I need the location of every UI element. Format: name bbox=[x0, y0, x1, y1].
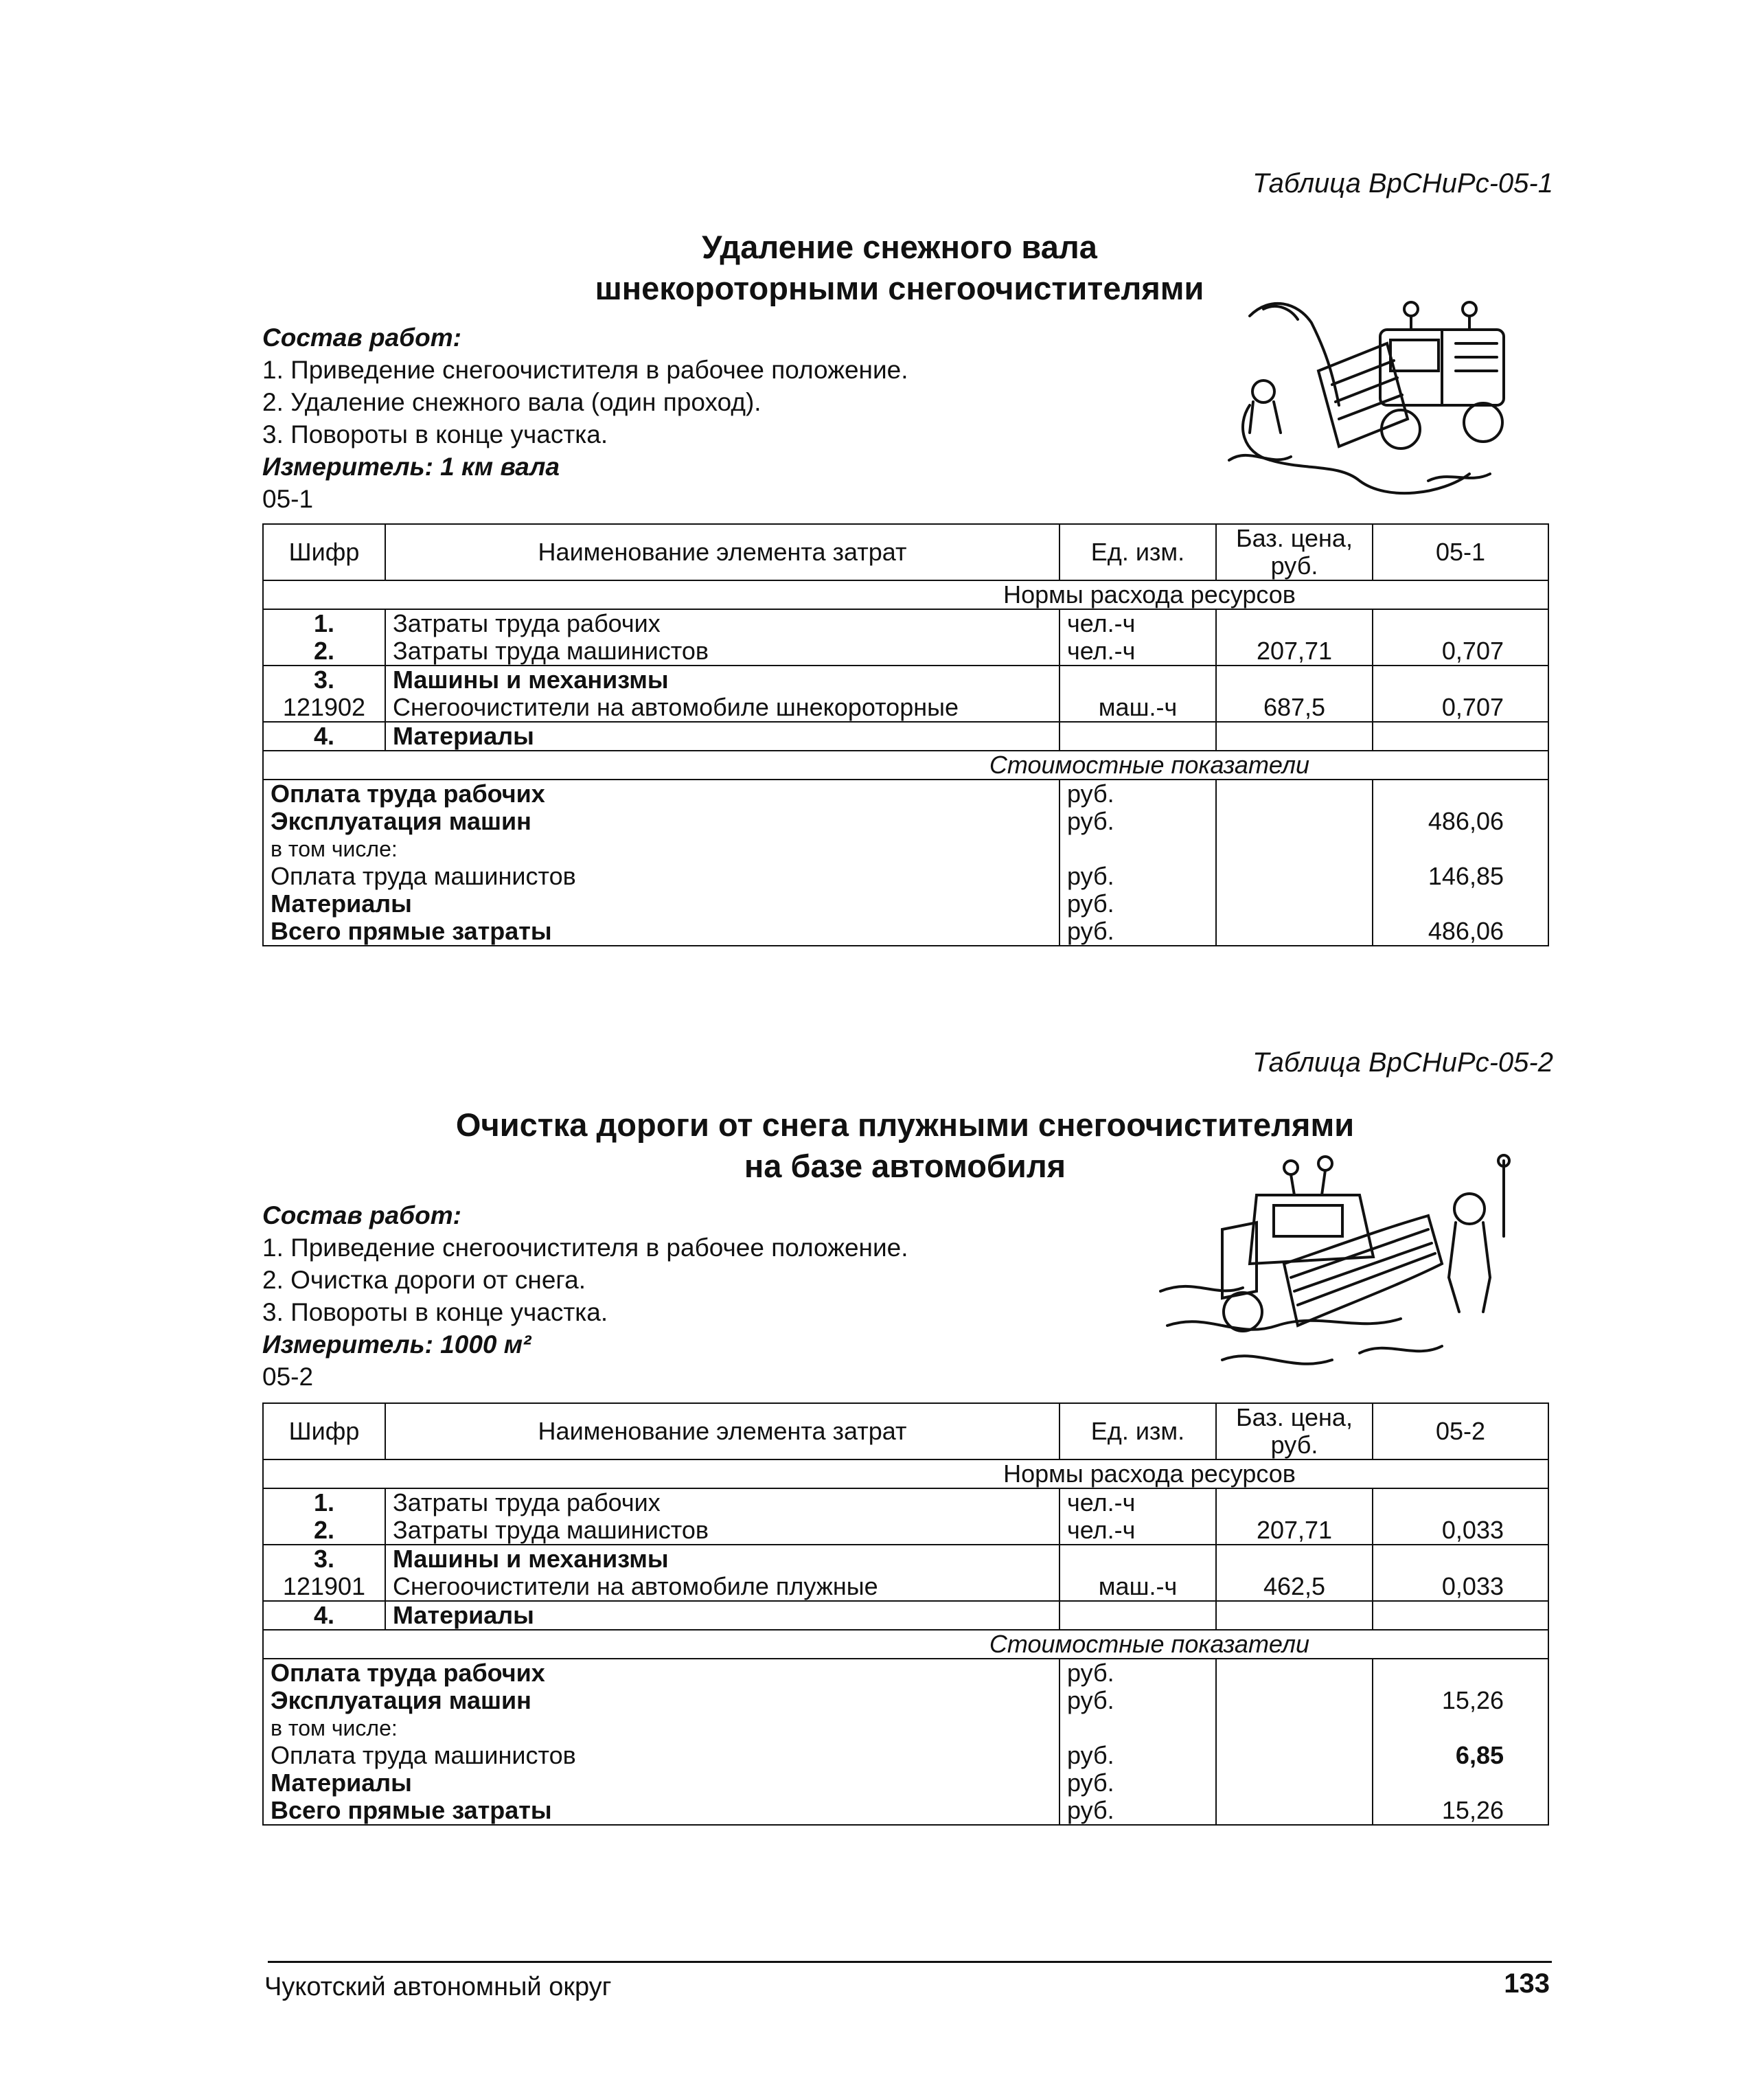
row-code: 121902 bbox=[263, 694, 385, 722]
header-norm-code: 05-1 bbox=[1373, 524, 1548, 580]
cost-name: Оплата труда машинистов bbox=[263, 1742, 1059, 1769]
cost-unit: руб. bbox=[1059, 1797, 1216, 1825]
row-price: 687,5 bbox=[1216, 694, 1373, 722]
table-row bbox=[263, 1488, 1548, 1516]
estimate-table-1 bbox=[262, 523, 1549, 946]
row-code: 3. bbox=[263, 1545, 385, 1573]
cost-price-empty bbox=[1216, 780, 1373, 946]
cost-name: Всего прямые затраты bbox=[263, 918, 1059, 946]
table-header-row bbox=[263, 524, 1548, 580]
title-line-1: Очистка дороги от снега плужными снегоочистителями bbox=[455, 1106, 1355, 1143]
row-unit bbox=[1059, 722, 1216, 751]
row-code: 3. bbox=[263, 666, 385, 694]
row-value bbox=[1373, 1488, 1548, 1516]
row-value: 0,707 bbox=[1373, 637, 1548, 666]
row-unit bbox=[1059, 1545, 1216, 1573]
table-row bbox=[263, 1573, 1548, 1601]
norms-label: Нормы расхода ресурсов bbox=[263, 1459, 1548, 1488]
table-row bbox=[263, 1545, 1548, 1573]
table-row bbox=[263, 1516, 1548, 1545]
section-row bbox=[263, 1630, 1548, 1659]
cost-row bbox=[263, 1659, 1548, 1687]
row-price: 207,71 bbox=[1216, 637, 1373, 666]
estimate-table-2 bbox=[262, 1402, 1549, 1826]
cost-name: в том числе: bbox=[263, 1714, 1059, 1742]
table-row bbox=[263, 666, 1548, 694]
cost-unit bbox=[1059, 835, 1216, 863]
section-row bbox=[263, 1459, 1548, 1488]
row-code: 4. bbox=[263, 1601, 385, 1630]
table-reference: Таблица ВрСНиРс-05-1 bbox=[1252, 168, 1553, 198]
header-price: Баз. цена, руб. bbox=[1216, 524, 1373, 580]
table-reference: Таблица ВрСНиРс-05-2 bbox=[1252, 1047, 1553, 1078]
cost-name: Эксплуатация машин bbox=[263, 1687, 1059, 1714]
cost-value bbox=[1373, 1714, 1548, 1742]
cost-value bbox=[1373, 1769, 1548, 1797]
row-name: Материалы bbox=[385, 1601, 1059, 1630]
work-item: 1. Приведение снегоочистителя в рабочее положение. bbox=[262, 1234, 908, 1262]
cost-value bbox=[1373, 835, 1548, 863]
cost-unit: руб. bbox=[1059, 1769, 1216, 1797]
cost-value: 15,26 bbox=[1373, 1687, 1548, 1714]
row-name: Затраты труда машинистов bbox=[385, 1516, 1059, 1545]
row-price bbox=[1216, 1601, 1373, 1630]
cost-unit: руб. bbox=[1059, 918, 1216, 946]
row-value: 0,707 bbox=[1373, 694, 1548, 722]
row-price: 207,71 bbox=[1216, 1516, 1373, 1545]
row-name: Снегоочистители на автомобиле шнекороторные bbox=[385, 694, 1059, 722]
cost-value: 6,85 bbox=[1373, 1742, 1548, 1769]
work-header: Состав работ: bbox=[262, 1201, 461, 1229]
cost-label: Стоимостные показатели bbox=[263, 751, 1548, 780]
work-item: 3. Повороты в конце участка. bbox=[262, 1298, 608, 1326]
cost-unit: руб. bbox=[1059, 1659, 1216, 1687]
cost-unit: руб. bbox=[1059, 890, 1216, 918]
page-number: 133 bbox=[1504, 1968, 1550, 1999]
table-row bbox=[263, 722, 1548, 751]
cost-name: Материалы bbox=[263, 1769, 1059, 1797]
cost-name: Всего прямые затраты bbox=[263, 1797, 1059, 1825]
wheel bbox=[1382, 410, 1420, 448]
table-row bbox=[263, 694, 1548, 722]
row-code: 1. bbox=[263, 609, 385, 637]
row-name: Затраты труда рабочих bbox=[385, 609, 1059, 637]
row-price bbox=[1216, 666, 1373, 694]
cost-value: 486,06 bbox=[1373, 918, 1548, 946]
work-item: 2. Очистка дороги от снега. bbox=[262, 1266, 586, 1294]
row-unit: чел.-ч bbox=[1059, 609, 1216, 637]
title-line-2: на базе автомобиля bbox=[744, 1148, 1066, 1184]
row-value: 0,033 bbox=[1373, 1573, 1548, 1601]
row-value bbox=[1373, 722, 1548, 751]
plow-truck-illustration bbox=[1154, 1154, 1538, 1381]
row-unit: маш.-ч bbox=[1059, 1573, 1216, 1601]
row-code: 121901 bbox=[263, 1573, 385, 1601]
cost-name: в том числе: bbox=[263, 835, 1059, 863]
work-composition bbox=[262, 321, 908, 515]
work-item: 1. Приведение снегоочистителя в рабочее положение. bbox=[262, 356, 908, 384]
cost-unit: руб. bbox=[1059, 780, 1216, 808]
cost-name: Оплата труда рабочих bbox=[263, 780, 1059, 808]
title-line-2: шнекороторными снегоочистителями bbox=[595, 270, 1204, 306]
header-name: Наименование элемента затрат bbox=[385, 1403, 1059, 1459]
row-name: Затраты труда машинистов bbox=[385, 637, 1059, 666]
cost-row bbox=[263, 780, 1548, 808]
footer-region: Чукотский автономный округ bbox=[264, 1973, 612, 2001]
cost-value: 15,26 bbox=[1373, 1797, 1548, 1825]
table-row bbox=[263, 637, 1548, 666]
wheel bbox=[1224, 1293, 1262, 1331]
snow-stream bbox=[1250, 304, 1339, 405]
work-item: 3. Повороты в конце участка. bbox=[262, 420, 608, 448]
row-code: 2. bbox=[263, 637, 385, 666]
row-price bbox=[1216, 1488, 1373, 1516]
row-value bbox=[1373, 1545, 1548, 1573]
wheel bbox=[1464, 403, 1502, 442]
row-unit: чел.-ч bbox=[1059, 637, 1216, 666]
row-code: 4. bbox=[263, 722, 385, 751]
row-name: Затраты труда рабочих bbox=[385, 1488, 1059, 1516]
footer-rule bbox=[268, 1961, 1552, 1963]
worker-head bbox=[1454, 1194, 1485, 1224]
row-name: Материалы bbox=[385, 722, 1059, 751]
cost-unit: руб. bbox=[1059, 1687, 1216, 1714]
row-unit bbox=[1059, 1601, 1216, 1630]
header-norm-code: 05-2 bbox=[1373, 1403, 1548, 1459]
row-unit: чел.-ч bbox=[1059, 1516, 1216, 1545]
table-row bbox=[263, 1601, 1548, 1630]
cost-value: 486,06 bbox=[1373, 808, 1548, 835]
header-unit: Ед. изм. bbox=[1059, 1403, 1216, 1459]
row-unit: маш.-ч bbox=[1059, 694, 1216, 722]
cost-name: Оплата труда рабочих bbox=[263, 1659, 1059, 1687]
row-unit bbox=[1059, 666, 1216, 694]
cost-price-empty bbox=[1216, 1659, 1373, 1825]
measure-unit: Измеритель: 1 км вала bbox=[262, 453, 560, 481]
work-item: 2. Удаление снежного вала (один проход). bbox=[262, 388, 761, 416]
row-name: Машины и механизмы bbox=[385, 666, 1059, 694]
header-code: Шифр bbox=[263, 1403, 385, 1459]
header-code: Шифр bbox=[263, 524, 385, 580]
row-value bbox=[1373, 1601, 1548, 1630]
row-price bbox=[1216, 609, 1373, 637]
row-value bbox=[1373, 609, 1548, 637]
cost-label: Стоимостные показатели bbox=[263, 1630, 1548, 1659]
cost-name: Эксплуатация машин bbox=[263, 808, 1059, 835]
cost-value bbox=[1373, 780, 1548, 808]
snow-drift bbox=[1160, 1286, 1401, 1330]
auger-rotor bbox=[1318, 343, 1408, 446]
row-price bbox=[1216, 1545, 1373, 1573]
table-row bbox=[263, 609, 1548, 637]
cost-value: 146,85 bbox=[1373, 863, 1548, 890]
row-name: Машины и механизмы bbox=[385, 1545, 1059, 1573]
cost-unit bbox=[1059, 1714, 1216, 1742]
cost-name: Материалы bbox=[263, 890, 1059, 918]
cost-value bbox=[1373, 890, 1548, 918]
work-composition bbox=[262, 1199, 908, 1393]
table-code: 05-2 bbox=[262, 1363, 314, 1391]
snow-blower-illustration bbox=[1222, 288, 1538, 508]
table-header-row bbox=[263, 1403, 1548, 1459]
cost-value bbox=[1373, 1659, 1548, 1687]
measure-unit: Измеритель: 1000 м² bbox=[262, 1330, 531, 1359]
work-header: Состав работ: bbox=[262, 323, 461, 352]
row-code: 1. bbox=[263, 1488, 385, 1516]
title-line-1: Удаление снежного вала bbox=[702, 229, 1097, 265]
row-unit: чел.-ч bbox=[1059, 1488, 1216, 1516]
header-unit: Ед. изм. bbox=[1059, 524, 1216, 580]
header-name: Наименование элемента затрат bbox=[385, 524, 1059, 580]
cost-name: Оплата труда машинистов bbox=[263, 863, 1059, 890]
row-name: Снегоочистители на автомобиле плужные bbox=[385, 1573, 1059, 1601]
cost-unit: руб. bbox=[1059, 1742, 1216, 1769]
norms-label: Нормы расхода ресурсов bbox=[263, 580, 1548, 609]
header-price: Баз. цена, руб. bbox=[1216, 1403, 1373, 1459]
row-code: 2. bbox=[263, 1516, 385, 1545]
row-price: 462,5 bbox=[1216, 1573, 1373, 1601]
cost-unit: руб. bbox=[1059, 863, 1216, 890]
row-value bbox=[1373, 666, 1548, 694]
row-price bbox=[1216, 722, 1373, 751]
row-value: 0,033 bbox=[1373, 1516, 1548, 1545]
table-code: 05-1 bbox=[262, 485, 314, 513]
section-row bbox=[263, 751, 1548, 780]
section-row bbox=[263, 580, 1548, 609]
cost-unit: руб. bbox=[1059, 808, 1216, 835]
